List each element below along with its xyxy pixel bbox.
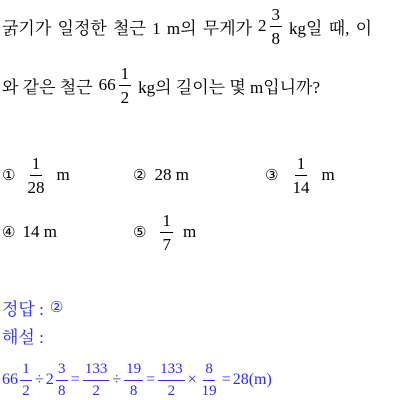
numerator: 1 [119,65,132,86]
fraction [270,6,283,47]
denominator: 2 [22,382,30,399]
denominator: 2 [120,87,130,107]
choice-unit: m [56,165,70,184]
denominator: 19 [201,382,217,399]
whole-part: 2 [258,16,267,35]
divide-operator: ÷ [35,371,44,388]
choice-marker: ③ [265,166,279,184]
choice-unit: m [321,165,335,184]
question-line-1 [2,4,398,48]
fraction [160,212,173,253]
choice-marker: ④ [2,223,16,241]
denominator: 14 [292,177,310,197]
whole-part: 66 [98,75,116,94]
numerator: 8 [203,362,215,381]
numerator: 3 [270,6,283,27]
whole-part: 2 [45,371,54,388]
question-text: 와 같은 철근 [2,77,93,97]
choice-marker: ① [2,166,16,184]
choice-text: 28 m [154,165,189,184]
numerator: 1 [295,155,308,176]
question-text: 굵기가 일정한 철근 1 m의 무게가 [2,18,253,38]
fraction [119,65,132,106]
denominator: 2 [167,382,176,399]
explanation-equation [2,360,272,400]
mixed-number [46,362,69,399]
multiply-operator: × [187,371,197,388]
fraction [200,362,219,399]
denominator: 2 [92,382,100,399]
explanation-label-text: 해설 : [2,327,44,347]
equation-result: 28(m) [232,371,272,388]
numerator: 1 [30,155,43,176]
explanation-label [2,323,44,347]
fraction [25,155,46,196]
answer-line [2,295,63,319]
fraction [124,362,143,399]
choice-text: 14 m [22,222,57,241]
mixed-number [99,65,134,106]
choice-unit: m [182,222,197,241]
equals-operator: = [70,371,80,388]
numerator: 3 [56,362,68,381]
denominator: 8 [129,382,138,399]
denominator: 7 [162,234,171,254]
choice-marker: ⑤ [133,223,147,241]
numerator: 133 [83,362,110,381]
choice-5 [133,210,196,254]
choice-4 [2,210,57,254]
numerator: 1 [160,212,173,233]
fraction [20,362,32,399]
choice-marker: ② [133,166,147,184]
fraction [56,362,68,399]
question-text: kg의 길이는 몇 m입니까? [138,77,321,97]
answer-label: 정답 : [2,299,44,319]
fraction [290,155,311,196]
divide-operator: ÷ [112,371,122,388]
equals-operator: = [146,371,156,388]
choice-2 [133,153,189,197]
numerator: 133 [158,362,185,381]
mixed-number [258,6,284,47]
numerator: 1 [20,362,32,381]
equals-operator: = [221,371,231,388]
question-text: kg일 때, 이 [289,18,373,38]
denominator: 28 [27,177,45,197]
denominator: 8 [58,382,66,399]
numerator: 19 [124,362,143,381]
denominator: 8 [271,28,281,48]
question-line-2 [2,63,398,107]
fraction [158,362,185,399]
answer-value: ② [49,298,64,316]
choice-1 [2,153,70,197]
whole-part: 66 [2,371,18,388]
choice-3 [265,153,335,197]
mixed-number [2,362,33,399]
fraction [83,362,110,399]
